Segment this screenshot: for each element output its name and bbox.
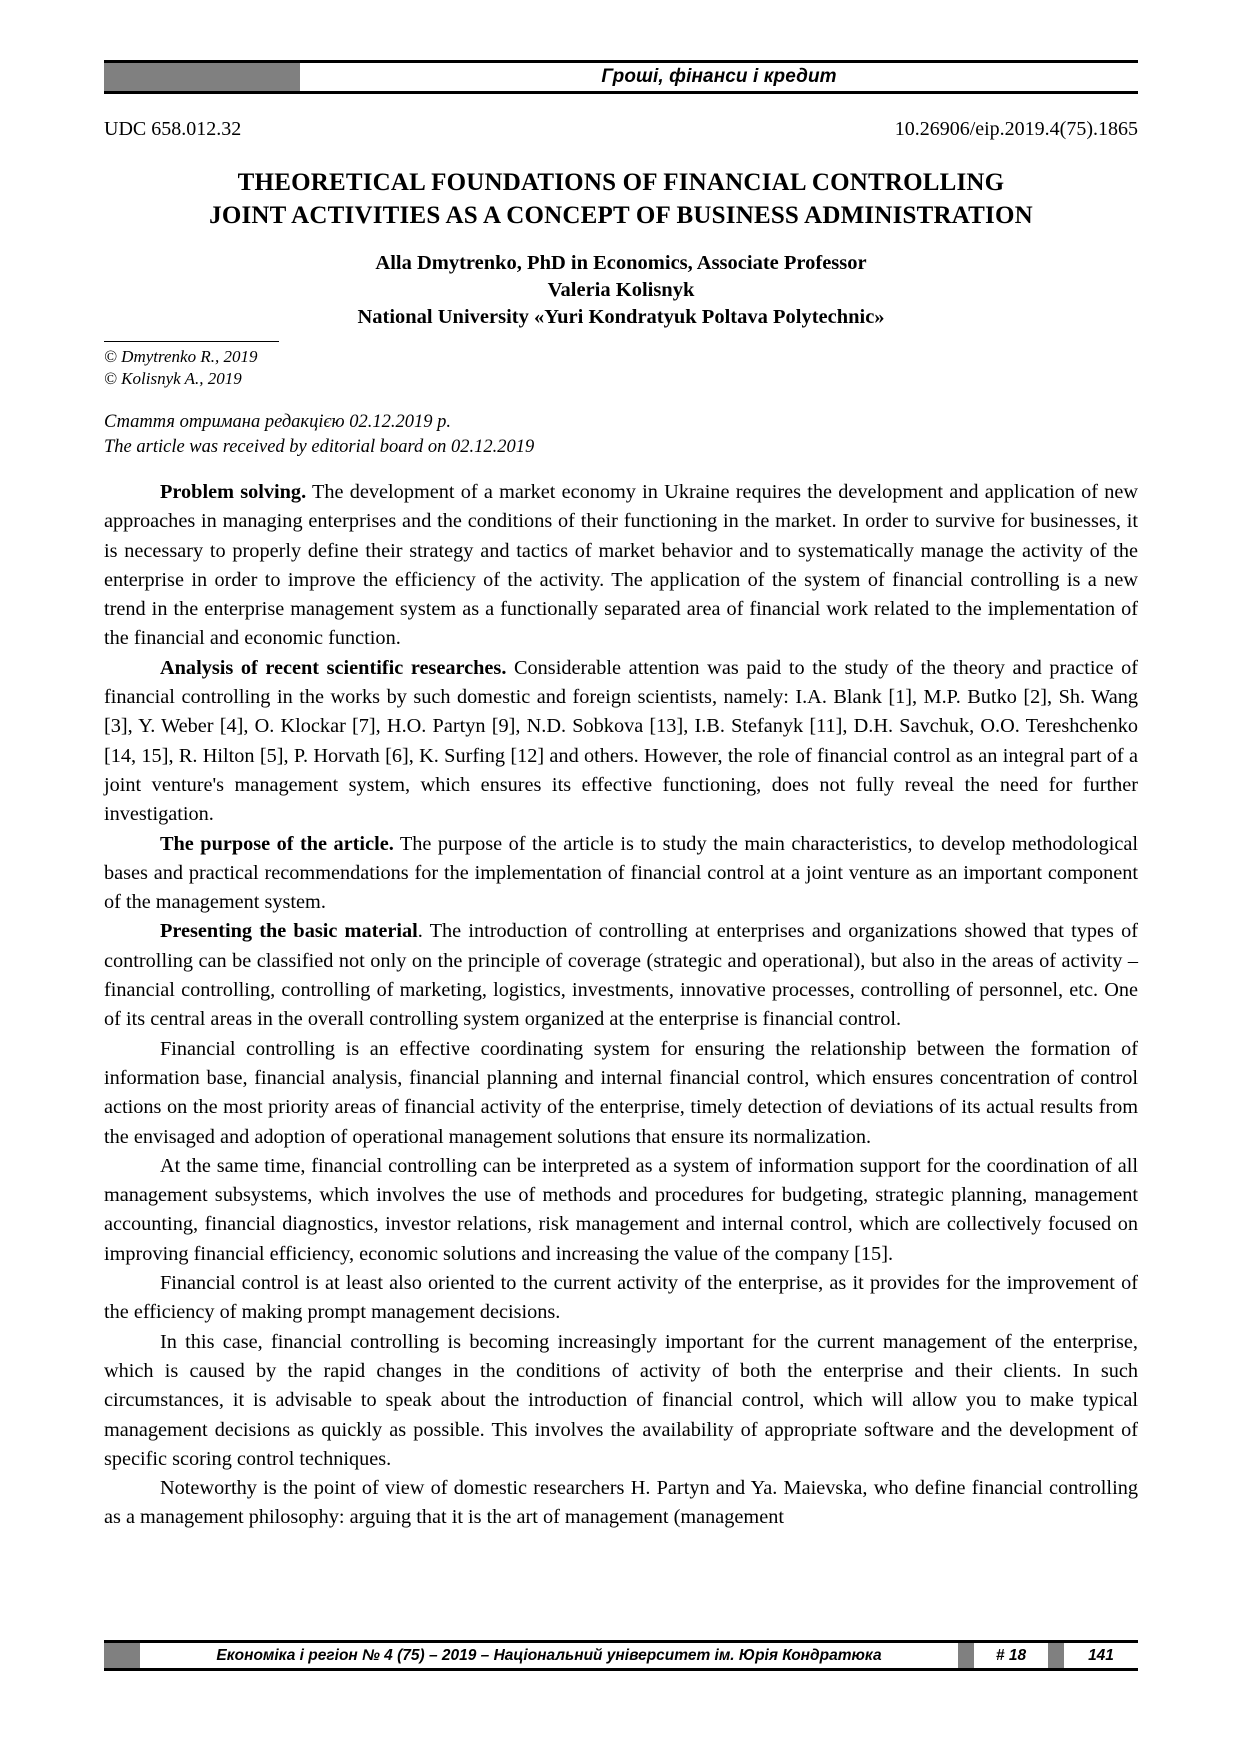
- header-gray-block: [104, 63, 300, 91]
- heading-problem-solving: Problem solving.: [160, 481, 307, 503]
- header-bar: [104, 63, 1138, 94]
- affiliation-line: National University «Yuri Kondratyuk Poltava Polytechnic»: [357, 306, 885, 328]
- heading-analysis: Analysis of recent scientific researches.: [160, 656, 507, 679]
- paragraph-purpose: [104, 830, 1138, 918]
- paragraph-6: At the same time, financial controlling can be interpreted as a system of information support for the coordination of all management subsystems, which involves the use of methods and procedures for budgeting, strategic planning, management accounting, financial diagnostics, investor relations, risk management and internal control, which are collectively focused on improving financial efficiency, economic solutions and increasing the value of the company [15].: [104, 1154, 1138, 1265]
- article-title-line-1: THEORETICAL FOUNDATIONS OF FINANCIAL CONTROLLING: [237, 169, 1005, 196]
- page-header: [104, 60, 1138, 94]
- paragraph-9: Noteworthy is the point of view of domestic researchers H. Partyn and Ya. Maievska, who define financial controlling as a management philosophy: arguing that it is the art of management (management: [104, 1477, 1138, 1529]
- paragraph-7: Financial control is at least also oriented to the current activity of the enterprise, as it provides for the improvement of the efficiency of making prompt management decisions.: [104, 1272, 1138, 1324]
- paragraph-8: In this case, financial controlling is becoming increasingly important for the current management of the enterprise, which is caused by the rapid changes in the conditions of activity of both the enterprise and their clients. In such circumstances, it is advisable to speak about the introduction of financial control, which will allow you to make typical management decisions as quickly as possible. This involves the availability of appropriate software and the development of specific scoring control techniques.: [104, 1330, 1138, 1470]
- article-body: [104, 478, 1138, 1533]
- footer-issue-cell: [974, 1643, 1048, 1668]
- footer-journal-text: Економіка і регіон № 4 (75) – 2019 – Національний університет ім. Юрія Кондратюка: [216, 1646, 882, 1664]
- running-title: Гроші, фінанси і кредит: [601, 66, 837, 87]
- paragraph-basic-material: [104, 917, 1138, 1034]
- author-line-2: Valeria Kolisnyk: [547, 279, 695, 301]
- footer-issue-text: # 18: [995, 1646, 1027, 1664]
- page-footer: [104, 1640, 1138, 1671]
- text-purpose: The purpose of the article is to study the main characteristics, to develop methodological bases and practical recommendations for the implementation of financial control at a joint venture as an important component of the management system.: [104, 832, 1138, 914]
- text-basic-material: . The introduction of controlling at enterprises and organizations showed that types of controlling can be classified not only on the principle of coverage (strategic and operational), but also in the areas of activity – financial controlling, controlling of marketing, logistics, investments, innovative processes, controlling of personnel, etc. One of its central areas in the overall controlling system organized at the enterprise is financial control.: [104, 920, 1139, 1031]
- copyright-divider: [104, 341, 279, 342]
- received-block: [104, 410, 804, 460]
- header-title-cell: [300, 63, 1138, 91]
- footer-bar: [104, 1643, 1138, 1671]
- identifier-line: [104, 118, 1138, 141]
- text-analysis: Considerable attention was paid to the study of the theory and practice of financial controlling in the works by such domestic and foreign scientists, namely: I.A. Blank [1], M.P. Butko [2], Sh. Wang [3], Y. Weber [4], O. Klockar [7], H.O. Partyn [9], N.D. Sobkova [13], I.B. Stefanyk [11], D.H. Savchuk, O.O. Tereshchenko [14, 15], R. Hilton [5], P. Horvath [6], K. Surfing [12] and others. However, the role of financial control as an integral part of a joint venture's management system, which ensures its effective functioning, does not fully reveal the need for further investigation.: [104, 656, 1138, 826]
- footer-page-number: 141: [1088, 1646, 1114, 1664]
- paragraph-analysis: [104, 654, 1138, 830]
- author-block: [104, 250, 1138, 331]
- article-title: [104, 166, 1138, 232]
- text-problem-solving: The development of a market economy in Ukraine requires the development and application of new approaches in managing enterprises and the conditions of their functioning in the market. In order to survive for businesses, it is necessary to properly define their strategy and tactics of market behavior and to systematically manage the activity of the enterprise in order to improve the efficiency of the activity. The application of the system of financial controlling is a new trend in the enterprise management system as a functionally separated area of financial work related to the implementation of the financial and economic function.: [104, 481, 1138, 650]
- udc-code: UDC 658.012.32: [104, 118, 242, 140]
- article-title-line-2: JOINT ACTIVITIES AS A CONCEPT OF BUSINESS ADMINISTRATION: [209, 202, 1033, 229]
- copyright-line-1: © Dmytrenko R., 2019: [104, 347, 258, 366]
- copyright-block: [104, 346, 604, 390]
- paragraph-5: Financial controlling is an effective coordinating system for ensuring the relationship between the formation of information base, financial analysis, financial planning and internal financial control, which ensures concentration of control actions on the most priority areas of financial activity of the enterprise, timely detection of deviations of its actual results from the envisaged and adoption of operational management solutions that ensure its normalization.: [104, 1037, 1138, 1148]
- footer-gray-block-middle: [958, 1643, 974, 1668]
- received-english: The article was received by editorial board on 02.12.2019: [104, 437, 535, 457]
- copyright-line-2: © Kolisnyk A., 2019: [104, 369, 242, 388]
- footer-journal-cell: [140, 1643, 958, 1668]
- footer-gray-block-right: [1048, 1643, 1064, 1668]
- paragraph-problem-solving: [104, 478, 1138, 654]
- received-ukrainian: Стаття отримана редакцією 02.12.2019 р.: [104, 412, 451, 432]
- doi-code: 10.26906/eip.2019.4(75).1865: [894, 118, 1138, 140]
- author-line-1: Alla Dmytrenko, PhD in Economics, Associate Professor: [375, 252, 867, 274]
- heading-purpose: The purpose of the article.: [160, 832, 394, 855]
- heading-basic-material: Presenting the basic material: [160, 920, 418, 943]
- footer-gray-block-left: [104, 1643, 140, 1668]
- footer-page-cell: [1064, 1643, 1138, 1668]
